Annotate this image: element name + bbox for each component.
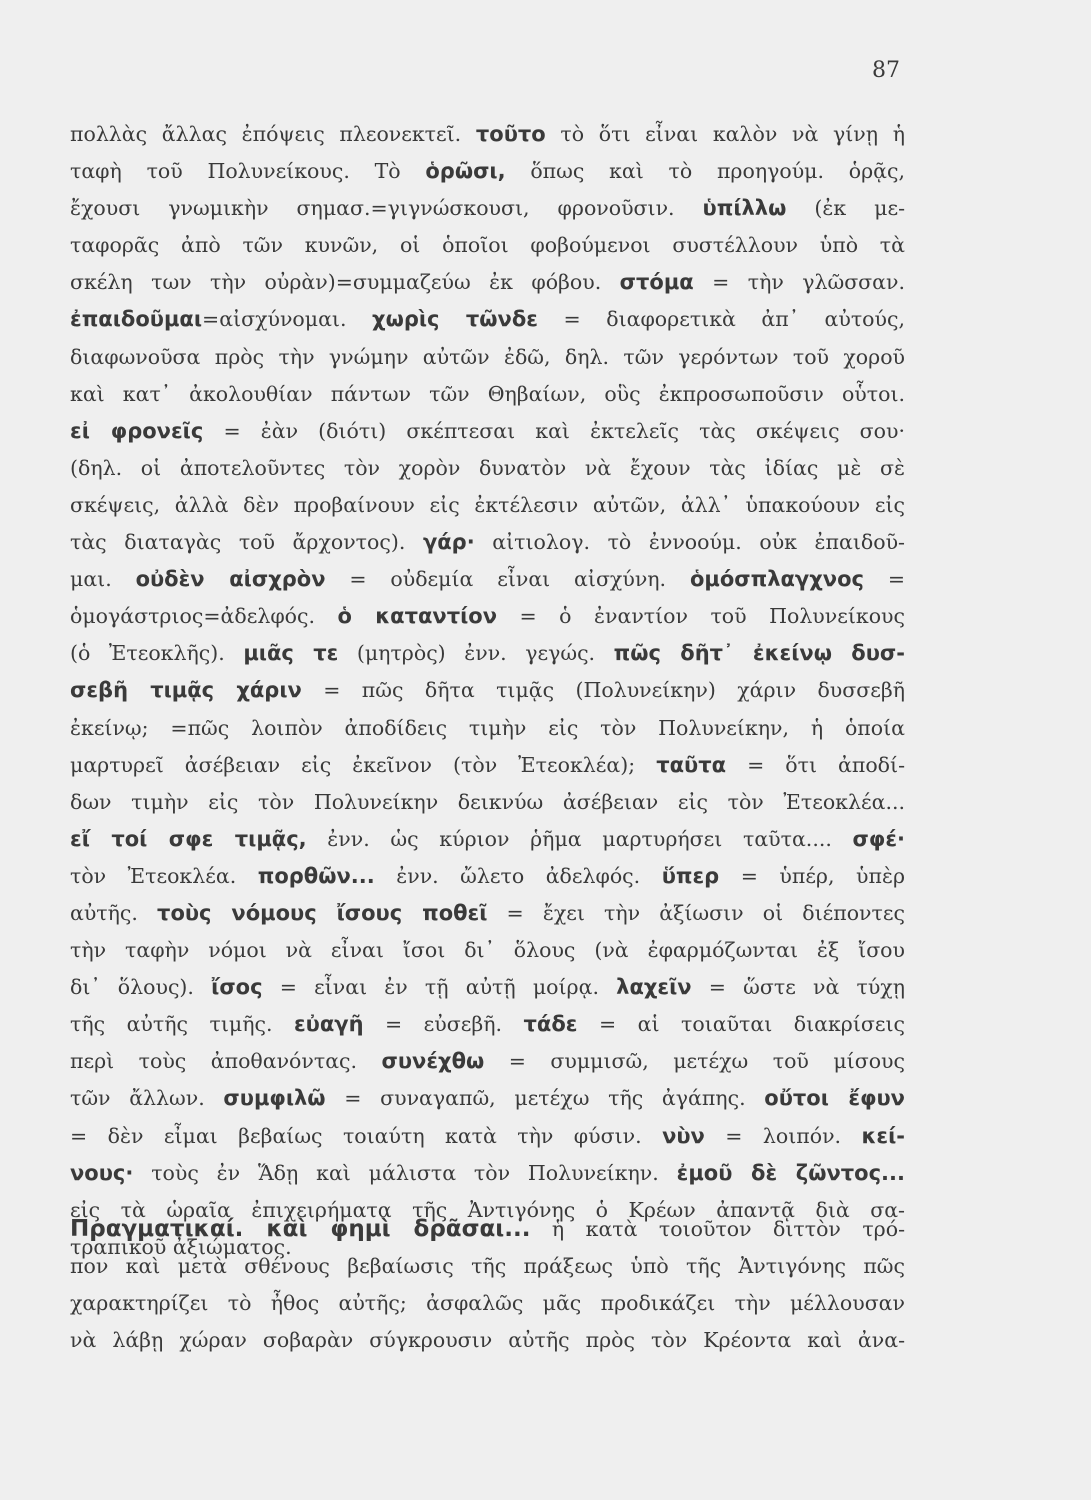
lemma-term: συνέχθω [381, 1049, 485, 1074]
lemma-term: ταῦτα [656, 752, 727, 777]
text-segment: = λοιπόν. [704, 1123, 862, 1148]
text-line [70, 672, 905, 709]
lemma-term: χωρὶς τῶνδε [372, 307, 538, 332]
lemma-term: τοὺς νόμους ἴσους ποθεῖ [157, 900, 488, 925]
text-segment: εἰς τὰ ὡραῖα ἐπιχειρήματα τῆς Ἀντιγόνης ὁ Κρέων ἀπαντᾷ διὰ σα- [70, 1197, 905, 1222]
text-line [70, 1080, 905, 1117]
text-segment: = ὑπέρ, ὑπὲρ [719, 863, 905, 888]
text-segment: πολλὰς ἄλλας ἐπόψεις πλεονεκτεῖ. [70, 122, 476, 146]
text-segment: χαρακτηρίζει τὸ ἦθος αὐτῆς; ἀσφαλῶς μᾶς προδικάζει τὴν μέλλουσαν [70, 1291, 905, 1316]
text-line [70, 264, 905, 301]
text-segment: = ὥστε νὰ τύχῃ [691, 975, 905, 1000]
text-segment: = οὐδεμία εἶναι αἰσχύνη. [325, 567, 690, 592]
text-segment: (δηλ. οἱ ἀποτελοῦντες τὸν χορὸν δυνατὸν νὰ ἔχουν τὰς ἰδίας μὲ σὲ [70, 455, 905, 480]
text-segment: = ἐὰν (διότι) σκέπτεσαι καὶ ἐκτελεῖς τὰς σκέψεις σου· [203, 418, 905, 443]
text-segment: νὰ λάβῃ χώραν σοβαρὰν σύγκρουσιν αὐτῆς πρὸς τὸν Κρέοντα καὶ ἀνα- [70, 1328, 905, 1353]
text-segment: τοὺς ἐν Ἅδῃ καὶ μάλιστα τὸν Πολυνείκην. [133, 1160, 677, 1185]
text-segment: = εἶναι ἐν τῇ αὐτῇ μοίρᾳ. [262, 975, 617, 1000]
lemma-term: λαχεῖν [616, 975, 692, 1000]
text-segment: ταφορᾶς ἀπὸ τῶν κυνῶν, οἱ ὁποῖοι φοβούμενοι συστέλλουν ὑπὸ τὰ [70, 233, 905, 258]
text-segment: τῶν ἄλλων. [70, 1086, 224, 1111]
text-segment: τραπικοῦ ἀξιώματος. [70, 1234, 292, 1259]
lemma-term: σφέ· [852, 826, 905, 851]
text-line [70, 1006, 905, 1043]
text-segment: = διαφορετικὰ ἀπ᾿ αὐτούς, [537, 307, 905, 332]
text-line [70, 190, 905, 227]
text-segment: μαι. [70, 567, 136, 592]
text-segment: πον καὶ μετὰ σθένους βεβαίωσις τῆς πράξεως ὑπὸ τῆς Ἀντιγόνης πῶς [70, 1254, 905, 1279]
text-segment: τὸ ὅτι εἶναι καλὸν νὰ γίνῃ ἡ [545, 122, 905, 146]
text-segment: καὶ κατ᾿ ἀκολουθίαν πάντων τῶν Θηβαίων, οὓς ἐκπροσωποῦσιν οὗτοι. [70, 381, 905, 406]
discussion-paragraph [70, 1211, 905, 1359]
text-line [70, 487, 905, 524]
lemma-term: ὁ καταντίον [337, 604, 498, 629]
text-line [70, 1155, 905, 1192]
lemma-term: νους· [70, 1160, 134, 1185]
text-segment: αὐτῆς. [70, 900, 158, 925]
lemma-term: σεβῆ τιμᾷς χάριν [70, 678, 302, 703]
text-line [70, 821, 905, 858]
lemma-term: τοῦτο [475, 122, 546, 146]
lemma-term: κεί- [861, 1123, 905, 1148]
text-line [70, 1248, 905, 1285]
text-segment: = ὅτι ἀποδί- [726, 752, 905, 777]
lemma-term: ὁμόσπλαγχνος [689, 567, 864, 592]
text-segment: = δὲν εἶμαι βεβαίως τοιαύτη κατὰ τὴν φύσιν. [70, 1123, 663, 1148]
lemma-term: εὐαγῆ [293, 1012, 364, 1037]
text-segment: μαρτυρεῖ ἀσέβειαν εἰς ἐκεῖνον (τὸν Ἐτεοκλέα); [70, 752, 657, 777]
text-segment: τὴν ταφὴν νόμοι νὰ εἶναι ἴσοι δι᾿ ὅλους (νὰ ἐφαρμόζωνται ἐξ ἴσου [70, 938, 905, 963]
lemma-term: οὐδὲν αἰσχρὸν [135, 567, 326, 592]
text-line [70, 747, 905, 784]
text-segment: ὅπως καὶ τὸ προηγούμ. ὁρᾷς, [505, 159, 905, 184]
text-line [70, 561, 905, 598]
text-segment: = αἱ τοιαῦται διακρίσεις [577, 1012, 906, 1037]
text-line [70, 784, 905, 821]
text-line [70, 710, 905, 747]
text-segment: ταφὴ τοῦ Πολυνείκους. Τὸ [70, 159, 426, 184]
text-line [70, 635, 905, 672]
text-line [70, 524, 905, 561]
text-line [70, 858, 905, 895]
text-line [70, 1118, 905, 1155]
lemma-term: τάδε [523, 1012, 578, 1037]
text-segment: = συμμισῶ, μετέχω τοῦ μίσους [484, 1049, 905, 1074]
text-line [70, 932, 905, 969]
page-number: 87 [872, 58, 900, 83]
lemma-term: εἰ φρονεῖς [70, 418, 204, 443]
text-segment: τὰς διαταγὰς τοῦ ἄρχοντος). [70, 530, 423, 555]
text-line [70, 969, 905, 1006]
text-line [70, 339, 905, 376]
text-segment: (ὁ Ἐτεοκλῆς). [70, 641, 244, 666]
commentary-paragraph [70, 116, 905, 1266]
text-segment: (μητρὸς) ἐνν. γεγώς. [338, 641, 614, 666]
text-segment: σκέλη των τὴν οὐρὰν)=συμμαζεύω ἐκ φόβου. [70, 270, 620, 295]
text-segment: διαφωνοῦσα πρὸς τὴν γνώμην αὐτῶν ἐδῶ, δηλ. τῶν γερόντων τοῦ χοροῦ [70, 344, 905, 369]
text-line [70, 598, 905, 635]
text-segment: (ἐκ με- [786, 196, 905, 221]
text-segment: δων τιμὴν εἰς τὸν Πολυνείκην δεικνύω ἀσέβειαν εἰς τὸν Ἐτεοκλέα... [70, 789, 905, 814]
text-line [70, 301, 905, 338]
text-segment: τὸν Ἐτεοκλέα. [70, 863, 258, 888]
text-segment: =αἰσχύνομαι. [202, 307, 373, 332]
text-segment: ἔχουσι γνωμικὴν σημασ.=γιγνώσκουσι, φρονοῦσιν. [70, 196, 703, 221]
text-line [70, 450, 905, 487]
lemma-term: ὑπίλλω [702, 196, 787, 221]
lemma-term: οὔτοι ἔφυν [764, 1086, 905, 1111]
lemma-term: νὺν [662, 1123, 705, 1148]
section-lemma-heading: Πραγματικαί. καὶ φημὶ δρᾶσαι... [70, 1216, 531, 1242]
text-segment: δι᾿ ὅλους). [70, 975, 212, 1000]
text-line [70, 116, 905, 153]
text-line [70, 1285, 905, 1322]
text-segment: ἐνν. ὡς κύριον ῥῆμα μαρτυρήσει ταῦτα.... [306, 826, 853, 851]
text-segment: = τὴν γλῶσσαν. [693, 270, 905, 295]
text-segment: σκέψεις, ἀλλὰ δὲν προβαίνουν εἰς ἐκτέλεσιν αὐτῶν, ἀλλ᾿ ὑπακούουν εἰς [70, 492, 905, 517]
lemma-term: στόμα [619, 270, 694, 295]
text-segment: = [863, 567, 905, 592]
text-line [70, 1211, 905, 1248]
text-segment: αἰτιολογ. τὸ ἐννοούμ. οὐκ ἐπαιδοῦ- [474, 530, 905, 555]
text-segment: = εὐσεβῆ. [363, 1012, 524, 1037]
text-segment: = συναγαπῶ, μετέχω τῆς ἀγάπης. [325, 1086, 765, 1111]
text-line [70, 227, 905, 264]
text-line [70, 376, 905, 413]
text-line [70, 153, 905, 190]
lemma-term: ἴσος [211, 975, 263, 1000]
text-segment: ἐνν. ὤλετο ἀδελφός. [374, 863, 662, 888]
text-segment: = ὁ ἐναντίον τοῦ Πολυνείκους [497, 604, 905, 629]
text-segment: περὶ τοὺς ἀποθανόντας. [70, 1049, 382, 1074]
text-segment: τῆς αὐτῆς τιμῆς. [70, 1012, 294, 1037]
lemma-term: ὁρῶσι, [425, 159, 506, 184]
text-line [70, 413, 905, 450]
text-segment: ἡ κατὰ τοιοῦτον διττὸν τρό- [530, 1217, 905, 1241]
lemma-term: γάρ· [422, 530, 475, 555]
lemma-term: ὕπερ [661, 863, 720, 888]
lemma-term: εἴ τοί σφε τιμᾷς, [70, 826, 307, 851]
text-segment: = ἔχει τὴν ἀξίωσιν οἱ διέποντες [487, 900, 905, 925]
text-line [70, 1043, 905, 1080]
text-line [70, 895, 905, 932]
text-segment: ὁμογάστριος=ἀδελφός. [70, 604, 338, 629]
lemma-term: ἐπαιδοῦμαι [70, 307, 203, 332]
lemma-term: μιᾶς τε [243, 641, 339, 666]
text-line [70, 1322, 905, 1359]
text-segment: ἐκείνῳ; =πῶς λοιπὸν ἀποδίδεις τιμὴν εἰς τὸν Πολυνείκην, ἡ ὁποία [70, 715, 905, 740]
lemma-term: πορθῶν... [257, 863, 375, 888]
text-segment: = πῶς δῆτα τιμᾷς (Πολυνείκην) χάριν δυσσεβῆ [301, 678, 905, 703]
lemma-term: συμφιλῶ [223, 1086, 326, 1111]
lemma-term: ἐμοῦ δὲ ζῶντος... [676, 1160, 905, 1185]
lemma-term: πῶς δῆτ᾿ ἐκείνῳ δυσ- [613, 641, 905, 666]
